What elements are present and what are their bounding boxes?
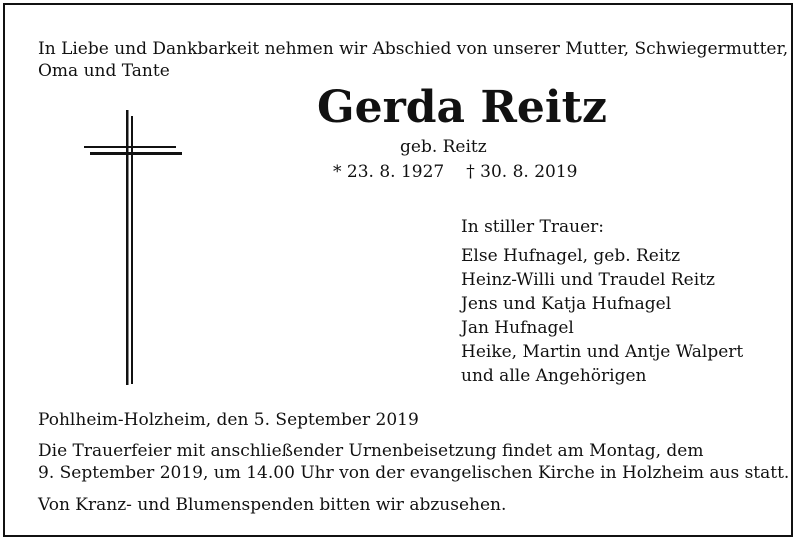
list-item: Heike, Martin und Antje Walpert (461, 342, 744, 362)
list-item: Else Hufnagel, geb. Reitz (461, 246, 681, 266)
list-item: Heinz-Willi und Traudel Reitz (461, 270, 715, 290)
intro-text (38, 38, 788, 82)
ceremony-line-2: 9. September 2019, um 14.00 Uhr von der evangelischen Kirche in Holzheim aus statt. (38, 463, 790, 483)
mourners-list (461, 244, 743, 388)
life-dates (333, 161, 577, 183)
mourners-heading: In stiller Trauer: (461, 217, 604, 237)
cross-icon (80, 110, 190, 390)
birth-name: geb. Reitz (400, 137, 487, 157)
ceremony-text (38, 440, 789, 484)
list-item: Jens und Katja Hufnagel (461, 294, 672, 314)
deceased-name: Gerda Reitz (317, 82, 607, 133)
ceremony-line-1: Die Trauerfeier mit anschließender Urnenbeisetzung findet am Montag, dem (38, 441, 704, 461)
birth-date: * 23. 8. 1927 (333, 162, 445, 182)
place-date: Pohlheim-Holzheim, den 5. September 2019 (38, 410, 419, 430)
intro-line-1: In Liebe und Dankbarkeit nehmen wir Abschied von unserer Mutter, Schwiegermutter, (38, 39, 789, 59)
death-date: † 30. 8. 2019 (466, 162, 578, 182)
flowers-note: Von Kranz- und Blumenspenden bitten wir abzusehen. (38, 495, 507, 515)
list-item: Jan Hufnagel (461, 318, 574, 338)
intro-line-2: Oma und Tante (38, 61, 170, 81)
list-item: und alle Angehörigen (461, 366, 647, 386)
